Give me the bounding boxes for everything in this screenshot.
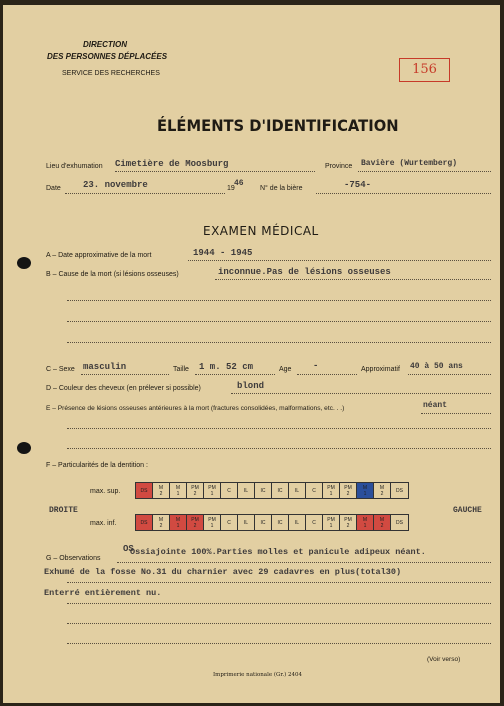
tooth-label: IC [260,487,266,494]
upper-tooth [374,483,391,498]
upper-tooth [357,483,374,498]
lower-tooth [357,515,374,530]
max-sup-label: max. sup. [90,488,121,495]
lower-tooth [340,515,357,530]
lower-tooth [289,515,306,530]
upper-tooth [323,483,340,498]
tooth-label: IL [243,519,249,526]
tooth-label: M [379,485,385,491]
lower-tooth [374,515,391,530]
tooth-label: DS [140,487,148,494]
f-label: F – Particularités de la dentition : [46,462,148,469]
upper-tooth [153,483,170,498]
taille-value: 1 m. 52 cm [199,362,254,372]
verso-note: (Voir verso) [427,656,461,663]
tooth-label: DS [396,487,403,494]
lieu-label: Lieu d'exhumation [46,163,103,170]
tooth-label: M [362,517,368,523]
tooth-index: 2 [193,523,197,529]
lower-teeth-chart [135,514,409,531]
tooth-label: C [312,487,316,494]
document-sheet [3,5,500,703]
d-value: blond [237,381,265,391]
tooth-index: 2 [346,491,350,497]
upper-tooth [221,483,238,498]
tooth-label: DS [396,519,403,526]
b-label: B – Cause de la mort (si lésions osseuses) [46,271,179,278]
tooth-label: IC [277,487,283,494]
province-value: Bavière (Wurtemberg) [361,159,458,168]
a-label: A – Date approximative de la mort [46,252,152,259]
approx-value: 40 à 50 ans [410,362,463,371]
g-line3: Enterré entièrement nu. [44,588,162,598]
tooth-label: M [175,485,181,491]
biere-value: -754- [344,180,372,190]
gauche-label: GAUCHE [453,506,482,515]
tooth-label: M [362,485,368,491]
tooth-index: 1 [363,523,367,529]
page-title: ÉLÉMENTS D'IDENTIFICATION [157,116,399,135]
punch-hole [17,442,31,454]
tooth-index: 1 [363,491,367,497]
lower-tooth [272,515,289,530]
printer-note: Imprimerie nationale (Gr.) 2404 [213,672,303,678]
tooth-index: 1 [176,491,180,497]
tooth-index: 2 [380,491,384,497]
g-line2: Exhumé de la fosse No.31 du charnier avec 29 cadavres en plus(total30) [44,567,402,577]
upper-teeth-chart [135,482,409,499]
e-label: E – Présence de lésions osseuses antérieures à la mort (fractures consolidées, malformations, etc. . .) [46,405,345,412]
tooth-label: PM [344,517,352,523]
tooth-index: 2 [380,523,384,529]
header-department: DES PERSONNES DÉPLACÉES [47,52,168,61]
upper-tooth [340,483,357,498]
droite-label: DROITE [49,506,78,515]
age-value: - [313,361,319,371]
province-label: Province [325,163,353,170]
tooth-index: 1 [176,523,180,529]
d-label: D – Couleur des cheveux (en prélever si possible) [46,385,201,392]
date-day: 23. novembre [83,180,148,190]
e-value: néant [423,401,448,410]
age-label: Age [279,366,292,373]
tooth-label: PM [208,485,216,491]
tooth-label: M [379,517,385,523]
tooth-label: IC [260,519,266,526]
tooth-label: IL [243,487,249,494]
lower-tooth [221,515,238,530]
tooth-label: C [227,519,231,526]
tooth-label: PM [191,517,199,523]
tooth-label: PM [191,485,199,491]
date-year-prefix: 19 [227,185,235,192]
a-value: 1944 - 1945 [193,248,253,258]
c-value: masculin [83,362,127,372]
tooth-label: DS [140,519,148,526]
upper-tooth [289,483,306,498]
lieu-value: Cimetière de Moosburg [115,159,229,169]
upper-tooth [255,483,272,498]
lower-tooth [187,515,204,530]
lower-tooth [391,515,408,530]
header-service: SERVICE DES RECHERCHES [62,70,160,77]
upper-tooth [170,483,187,498]
tooth-index: 1 [210,523,214,529]
tooth-index: 1 [329,491,333,497]
upper-tooth [204,483,221,498]
section-title: EXAMEN MÉDICAL [203,224,319,238]
biere-label: N° de la bière [260,185,303,192]
tooth-label: PM [208,517,216,523]
tooth-label: PM [327,485,335,491]
b-value: inconnue.Pas de lésions osseuses [218,267,391,277]
tooth-index: 1 [210,491,214,497]
tooth-index: 2 [159,491,163,497]
lower-tooth [204,515,221,530]
date-year-suffix: 46 [234,179,244,188]
tooth-label: IC [277,519,283,526]
g-line0: OS [123,544,134,554]
upper-tooth [187,483,204,498]
c-label: C – Sexe [46,366,75,373]
tooth-label: M [158,485,164,491]
g-label: G – Observations [46,555,101,562]
punch-hole [17,257,31,269]
lower-tooth [136,515,153,530]
tooth-index: 2 [193,491,197,497]
upper-tooth [238,483,255,498]
upper-tooth [391,483,408,498]
lower-tooth [255,515,272,530]
max-inf-label: max. inf. [90,520,117,527]
upper-tooth [136,483,153,498]
tooth-label: IL [294,487,300,494]
tooth-label: IL [294,519,300,526]
tooth-label: C [312,519,316,526]
tooth-index: 2 [159,523,163,529]
taille-label: Taille [173,366,189,373]
lower-tooth [153,515,170,530]
tooth-label: C [227,487,231,494]
lower-tooth [238,515,255,530]
tooth-label: PM [327,517,335,523]
tooth-label: M [175,517,181,523]
header-direction: DIRECTION [83,40,127,49]
upper-tooth [272,483,289,498]
date-label: Date [46,185,61,192]
tooth-index: 2 [346,523,350,529]
tooth-label: PM [344,485,352,491]
lower-tooth [170,515,187,530]
tooth-index: 1 [329,523,333,529]
g-line1: Ossiajointe 100%.Parties molles et panicule adipeux néant. [130,547,426,557]
lower-tooth [323,515,340,530]
approx-label: Approximatif [361,366,400,373]
upper-tooth [306,483,323,498]
file-number-stamp: 156 [399,58,450,82]
lower-tooth [306,515,323,530]
tooth-label: M [158,517,164,523]
